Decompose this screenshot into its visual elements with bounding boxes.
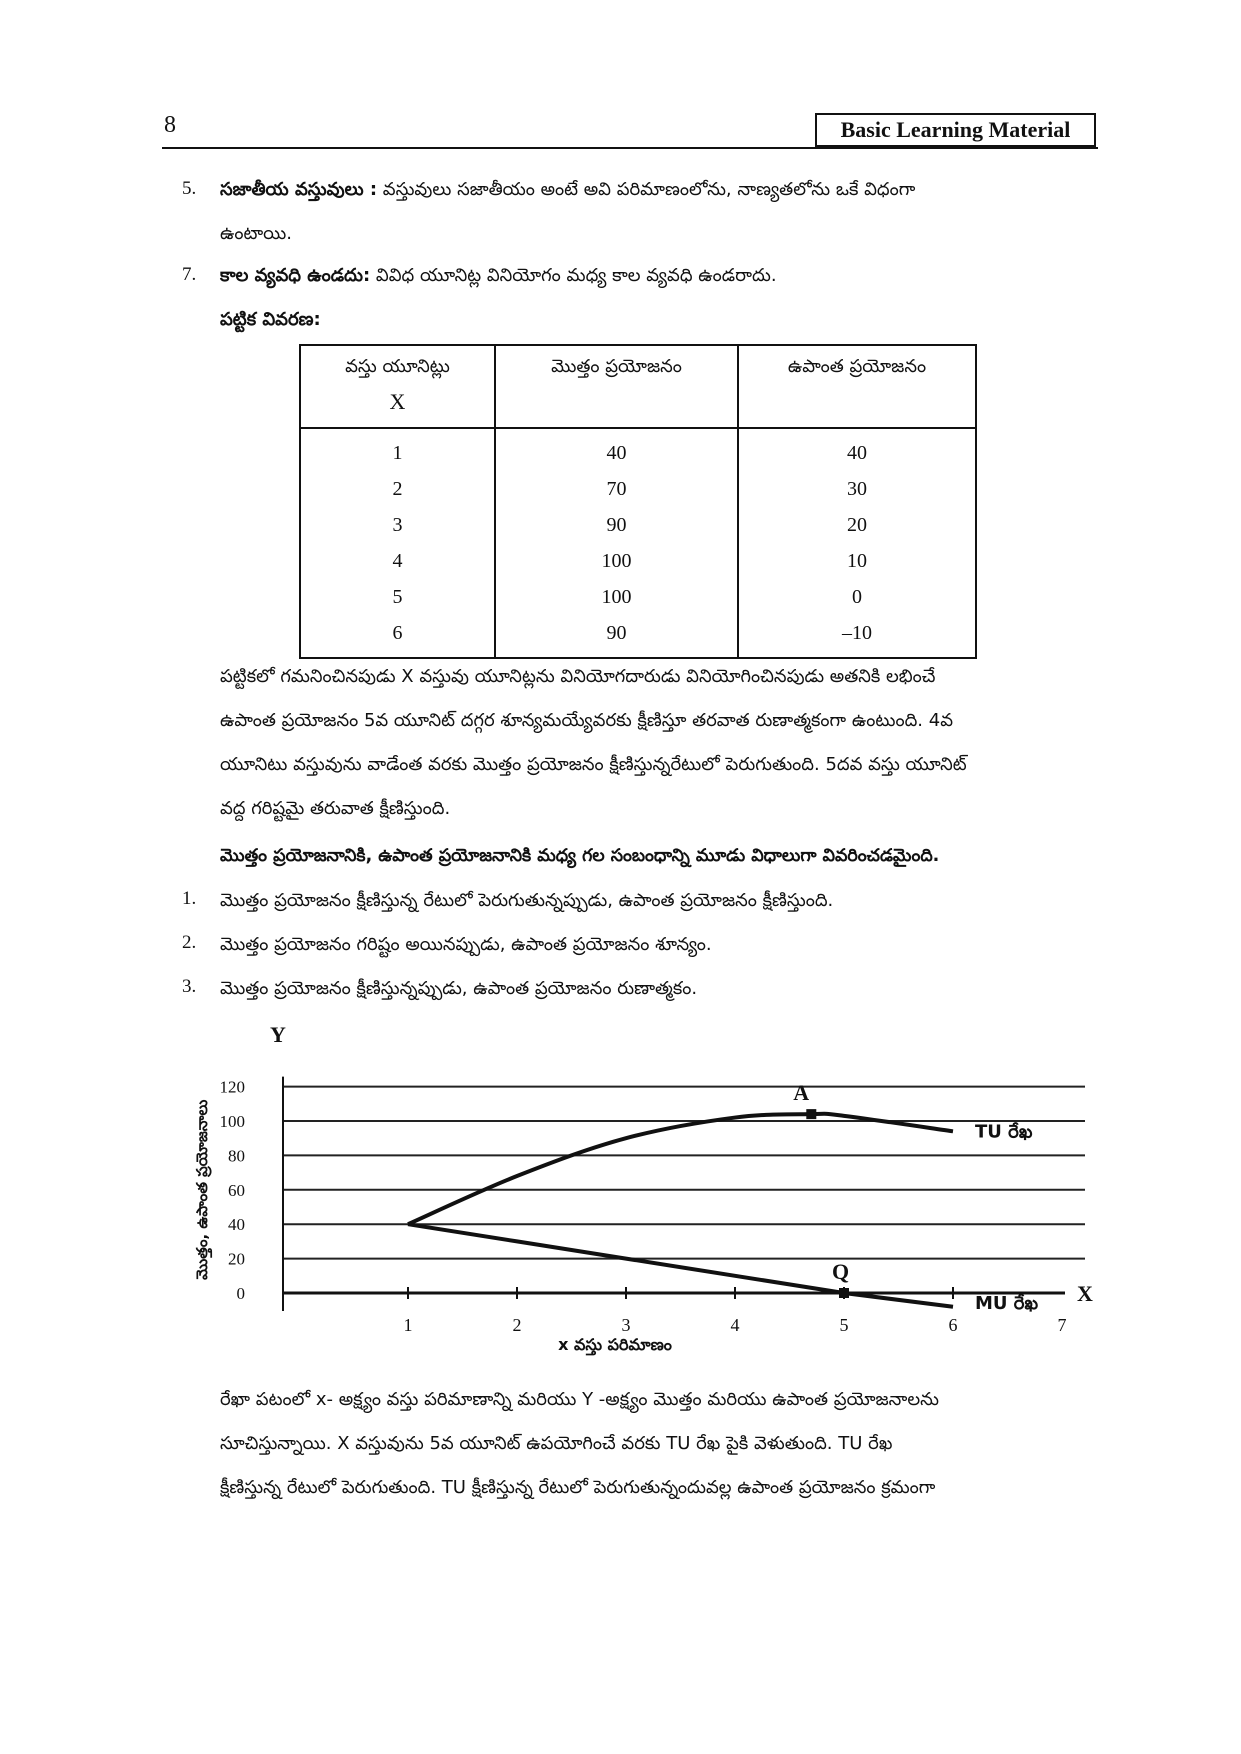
header-rule: [162, 147, 1098, 149]
point-label: A: [793, 1080, 810, 1106]
paragraph-line: సూచిస్తున్నాయి. X వస్తువును 5వ యూనిట్ ఉపయోగించే వరకు TU రేఖ పైకి వెళుతుంది. TU రేఖ: [220, 1433, 893, 1454]
header-title-box: [815, 113, 1096, 147]
x-tick-label: 1: [403, 1315, 413, 1335]
x-tick-label: 7: [1057, 1315, 1067, 1335]
table-header-x: X: [389, 389, 406, 414]
item-body: వస్తువులు సజాతీయం అంటే అవి పరిమాణంలోను, నాణ్యతలోను ఒకే విధంగా: [377, 179, 916, 200]
table-header-marginal-utility: ఉపాంత ప్రయోజనం: [738, 345, 976, 428]
x-tick-label: 5: [839, 1315, 849, 1335]
y-tick-label: 100: [219, 1112, 245, 1131]
y-tick-label: 80: [228, 1146, 245, 1166]
paragraph-line: పట్టికలో గమనించినపుడు X వస్తువు యూనిట్లను వినియోగదారుడు వినియోగించినపుడు అతనికి లభించే: [220, 666, 936, 687]
relation-number: 3.: [182, 976, 197, 997]
table-cell: 30: [847, 478, 867, 500]
item-text: [220, 168, 1100, 212]
x-tick-label: 4: [730, 1315, 740, 1335]
paragraph-line: క్షీణిస్తున్న రేటులో పెరుగుతుంది. TU క్షీణిస్తున్న రేటులో పెరుగుతున్నందువల్ల ఉపాంత ప్రయోజనం క్రమంగా: [220, 1477, 936, 1498]
point-marker: [806, 1109, 816, 1119]
table-column-marginal-utility: [738, 428, 976, 658]
x-axis-title: x వస్తు పరిమాణం: [558, 1335, 672, 1354]
x-axis-letter: X: [1077, 1281, 1093, 1306]
relation-text: మొత్తం ప్రయోజనం క్షీణిస్తున్న రేటులో పెరుగుతున్నప్పుడు, ఉపాంత ప్రయోజనం క్షీణిస్తుంది.: [220, 890, 834, 911]
table-cell: 6: [392, 622, 403, 644]
item-text: [220, 254, 1100, 298]
table-header-units: వస్తు యూనిట్లు X: [300, 345, 495, 428]
chart-series: [408, 1109, 953, 1307]
header-title: Basic Learning Material: [840, 117, 1071, 142]
relation-text: మొత్తం ప్రయోజనం గరిష్టం అయినప్పుడు, ఉపాంత ప్రయోజనం శూన్యం.: [220, 934, 712, 955]
relation-number: 1.: [182, 888, 197, 909]
item-body: వివిధ యూనిట్ల వినియోగం మధ్య కాల వ్యవధి ఉండరాదు.: [370, 265, 777, 286]
point-label: Q: [832, 1259, 850, 1284]
paragraph-line: ఉపాంత ప్రయోజనం 5వ యూనిట్ దగ్గర శూన్యమయ్యేవరకు క్షీణిస్తూ తరవాత రుణాత్మకంగా ఉంటుంది. 4వ: [220, 710, 953, 731]
table-cell: 40: [847, 442, 867, 464]
bold-statement: మొత్తం ప్రయోజనానికి, ఉపాంత ప్రయోజనానికి మధ్య గల సంబంధాన్ని మూడు విధాలుగా వివరించడమైంది.: [220, 846, 940, 866]
tu-curve: [408, 1114, 953, 1224]
table-cell: 40: [606, 442, 627, 464]
item-bold-label: కాల వ్యవధి ఉండదు:: [220, 265, 371, 286]
table-body: [300, 428, 976, 658]
y-tick-label: 40: [228, 1215, 245, 1235]
table-cell: 100: [601, 586, 632, 608]
point-marker: [839, 1288, 849, 1298]
table-cell: –10: [842, 622, 872, 644]
table-cell: 5: [392, 586, 403, 608]
table-cell: 2: [392, 478, 403, 500]
table-cell: 100: [601, 550, 632, 572]
table-cell: 4: [392, 550, 403, 572]
table-header-total-utility: మొత్తం ప్రయోజనం: [495, 345, 738, 428]
table-header-row: [300, 345, 976, 428]
item-number: 7.: [182, 264, 197, 285]
item-bold-label: సజాతీయ వస్తువులు :: [220, 179, 378, 200]
table-cell: 90: [606, 514, 627, 536]
mu-curve-label: MU రేఖ: [975, 1292, 1039, 1314]
paragraph-line: రేఖా పటంలో x- అక్ష్యం వస్తు పరిమాణాన్ని మరియు Y -అక్ష్యం మొత్తం మరియు ఉపాంత ప్రయోజనాలను: [220, 1389, 939, 1410]
table-cell: 3: [392, 514, 403, 536]
x-tick-label: 6: [948, 1315, 958, 1335]
table-cell: 70: [606, 478, 627, 500]
y-tick-label: 120: [219, 1077, 245, 1097]
utility-table: [299, 344, 977, 659]
item-number: 5.: [182, 178, 197, 199]
item-text-continued: ఉంటాయి.: [220, 223, 293, 244]
table-cell: 1: [392, 442, 403, 464]
utility-chart: [185, 1018, 1105, 1368]
relation-text: మొత్తం ప్రయోజనం క్షీణిస్తున్నప్పుడు, ఉపాంత ప్రయోజనం రుణాత్మకం.: [220, 978, 698, 999]
relation-number: 2.: [182, 932, 197, 953]
table-heading: పట్టిక వివరణ:: [220, 309, 321, 330]
y-axis-title: మొత్తం, ఉపాంత ప్రయోజనాలు: [193, 1099, 211, 1280]
paragraph-line: యూనిటు వస్తువును వాడేంత వరకు మొత్తం ప్రయోజనం క్షీణిస్తున్నరేటులో పెరుగుతుంది. 5దవ వస్తు యూనిట్: [220, 754, 967, 775]
table-cell: 0: [852, 586, 862, 608]
y-tick-label: 60: [228, 1180, 245, 1200]
table-column-units: [300, 428, 495, 658]
y-axis-letter: Y: [270, 1022, 286, 1047]
table-cell: 20: [847, 514, 867, 536]
chart-grid: [283, 1087, 1085, 1259]
chart-axes: [283, 1077, 1065, 1311]
y-tick-label: 20: [228, 1249, 245, 1269]
y-tick-label: 0: [236, 1284, 245, 1303]
table-cell: 10: [847, 550, 867, 572]
page-number: 8: [164, 112, 176, 138]
table-cell: 90: [606, 622, 627, 644]
tu-curve-label: TU రేఖ: [975, 1121, 1033, 1143]
paragraph-line: వద్ద గరిష్టమై తరువాత క్షీణిస్తుంది.: [220, 798, 451, 819]
x-tick-label: 3: [621, 1315, 631, 1335]
x-tick-label: 2: [512, 1315, 522, 1335]
table-column-total-utility: [495, 428, 738, 658]
